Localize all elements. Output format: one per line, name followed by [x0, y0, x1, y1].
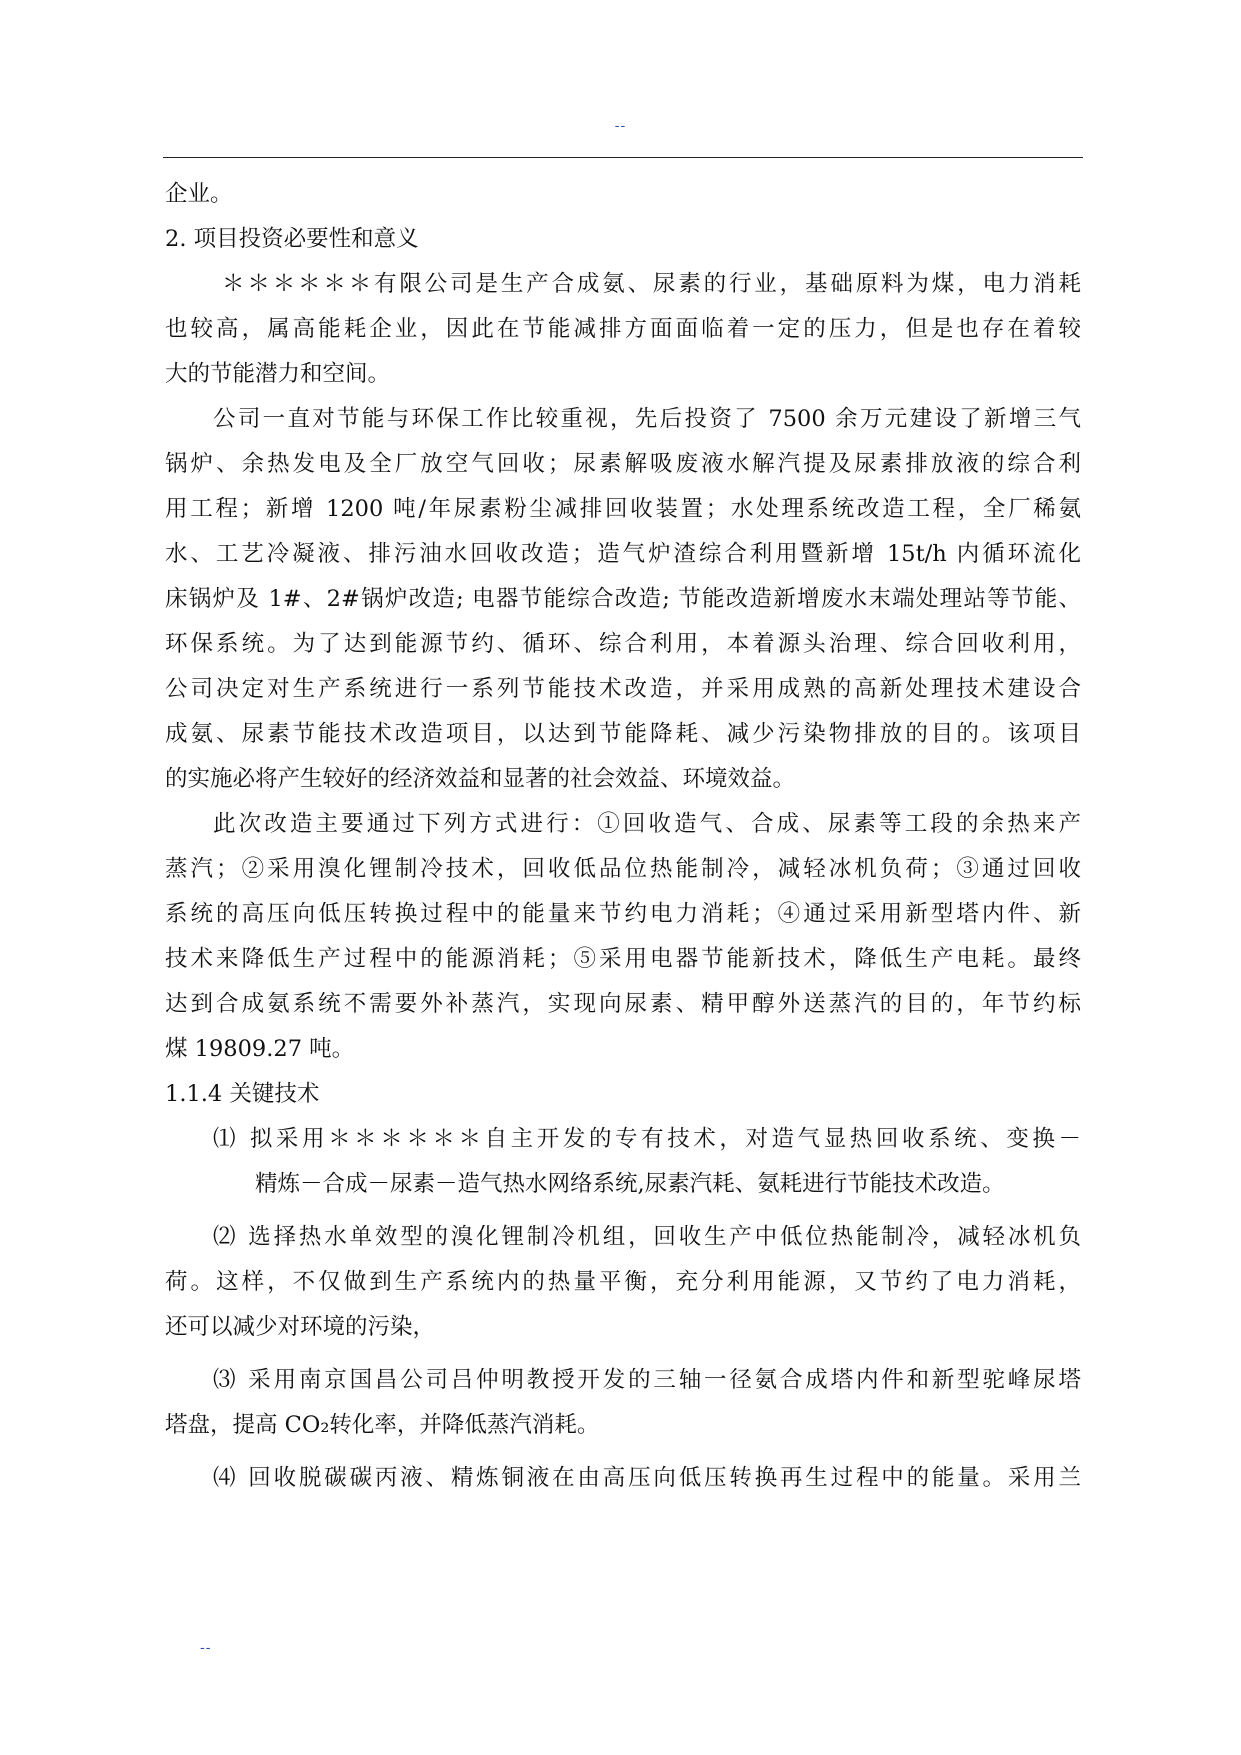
- paragraph-line: 的实施必将产生较好的经济效益和显著的社会效益、环境效益。: [165, 766, 796, 792]
- list-item-continuation: 精炼－合成－尿素－造气热水网络系统,尿素汽耗、氨耗进行节能技术改造。: [255, 1171, 1005, 1197]
- paragraph-line: 企业。: [165, 181, 233, 207]
- paragraph-line: 大的节能潜力和空间。: [165, 361, 391, 387]
- paragraph-line: 达到合成氨系统不需要外补蒸汽，实现向尿素、精甲醇外送蒸汽的目的，年节约标: [165, 991, 1081, 1017]
- list-item: ⑷ 回收脱碳碳丙液、精炼铜液在由高压向低压转换再生过程中的能量。采用兰: [213, 1465, 1081, 1491]
- list-item: ⑴ 拟采用＊＊＊＊＊＊自主开发的专有技术，对造气显热回收系统、变换－: [213, 1126, 1081, 1152]
- header-mark: --: [614, 118, 627, 134]
- paragraph-line: 煤 19809.27 吨。: [165, 1036, 355, 1062]
- paragraph-line: 用工程；新增 1200 吨/年尿素粉尘减排回收装置；水处理系统改造工程，全厂稀氨: [165, 496, 1081, 522]
- paragraph-line: 还可以减少对环境的污染，: [165, 1314, 436, 1340]
- paragraph-line: 床锅炉及 1#、2#锅炉改造; 电器节能综合改造; 节能改造新增废水末端处理站等节能、: [165, 586, 1081, 612]
- paragraph-line: 荷。这样，不仅做到生产系统内的热量平衡，充分利用能源，又节约了电力消耗，: [165, 1269, 1081, 1295]
- document-body: [165, 172, 1081, 1501]
- paragraph-line: ＊＊＊＊＊＊有限公司是生产合成氨、尿素的行业，基础原料为煤，电力消耗: [222, 271, 1081, 297]
- paragraph-line: 此次改造主要通过下列方式进行：①回收造气、合成、尿素等工段的余热来产: [213, 811, 1081, 837]
- section-heading: 2. 项目投资必要性和意义: [165, 226, 419, 252]
- footer-mark: --: [200, 1640, 212, 1656]
- header-rule: [163, 157, 1083, 158]
- paragraph-line: 公司一直对节能与环保工作比较重视，先后投资了 7500 余万元建设了新增三气: [213, 406, 1081, 432]
- list-item: ⑶ 采用南京国昌公司吕仲明教授开发的三轴一径氨合成塔内件和新型驼峰尿塔: [213, 1367, 1081, 1393]
- paragraph-line: 成氨、尿素节能技术改造项目，以达到节能降耗、减少污染物排放的目的。该项目: [165, 721, 1081, 747]
- paragraph-line: 技术来降低生产过程中的能源消耗；⑤采用电器节能新技术，降低生产电耗。最终: [165, 946, 1081, 972]
- paragraph-line: 也较高，属高能耗企业，因此在节能减排方面面临着一定的压力，但是也存在着较: [165, 316, 1081, 342]
- paragraph-line: 公司决定对生产系统进行一系列节能技术改造，并采用成熟的高新处理技术建设合: [165, 676, 1081, 702]
- paragraph-line: 水、工艺冷凝液、排污油水回收改造；造气炉渣综合利用暨新增 15t/h 内循环流化: [165, 541, 1081, 567]
- paragraph-line: 锅炉、余热发电及全厂放空气回收；尿素解吸废液水解汽提及尿素排放液的综合利: [165, 451, 1081, 477]
- paragraph-line: 蒸汽；②采用溴化锂制冷技术，回收低品位热能制冷，减轻冰机负荷；③通过回收: [165, 856, 1081, 882]
- section-heading: 1.1.4 关键技术: [165, 1081, 320, 1107]
- paragraph-line: 系统的高压向低压转换过程中的能量来节约电力消耗；④通过采用新型塔内件、新: [165, 901, 1081, 927]
- list-item: ⑵ 选择热水单效型的溴化锂制冷机组，回收生产中低位热能制冷，减轻冰机负: [213, 1224, 1081, 1250]
- paragraph-line: 塔盘，提高 CO₂转化率，并降低蒸汽消耗。: [165, 1412, 600, 1438]
- paragraph-line: 环保系统。为了达到能源节约、循环、综合利用，本着源头治理、综合回收利用，: [165, 631, 1081, 657]
